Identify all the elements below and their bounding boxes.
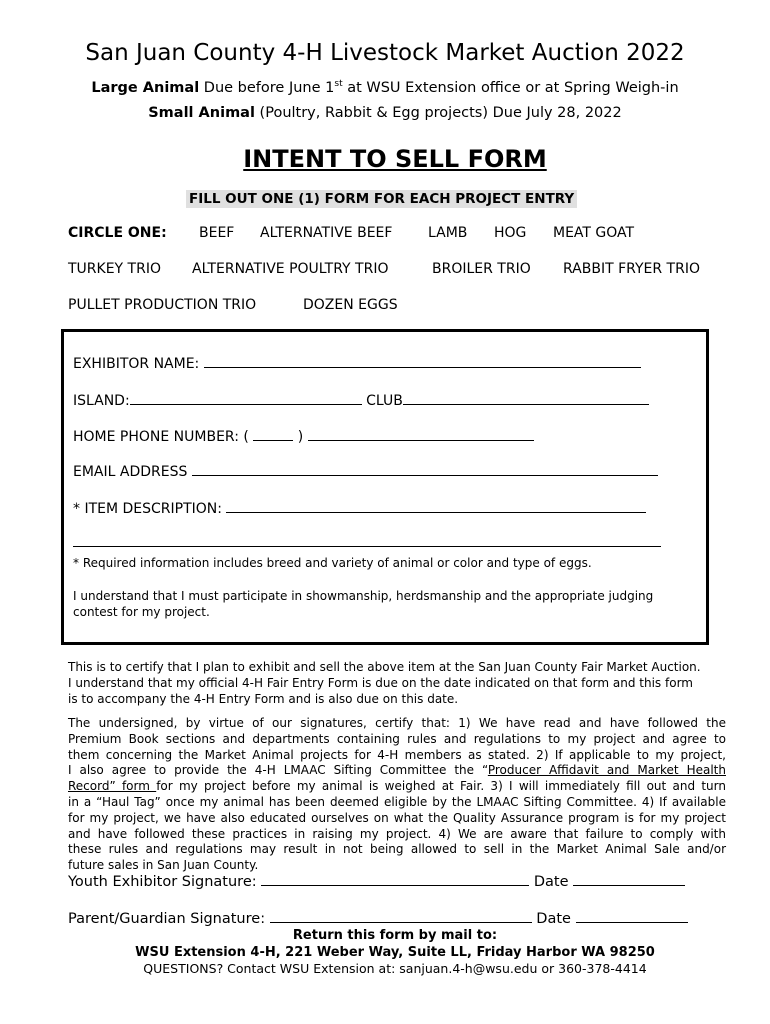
undersigned-line: in a “Haul Tag” once my animal has been deemed eligible by the LMAAC Sifting Committee. 4) If available xyxy=(68,794,726,809)
club-field[interactable] xyxy=(403,403,649,405)
undersigned-line xyxy=(68,763,726,779)
item-description-field-2[interactable] xyxy=(73,545,661,547)
return-line: Return this form by mail to: xyxy=(292,928,498,943)
parent-date-label: Date xyxy=(536,911,571,927)
exhibitor-name-field[interactable] xyxy=(204,366,641,368)
option-alternative-poultry-trio[interactable]: ALTERNATIVE POULTRY TRIO xyxy=(192,261,389,277)
option-alternative-beef[interactable]: ALTERNATIVE BEEF xyxy=(260,225,393,241)
email-label: EMAIL ADDRESS xyxy=(73,464,188,480)
certify-paragraph xyxy=(68,660,726,707)
item-description-row-2 xyxy=(73,535,661,551)
option-turkey-trio[interactable]: TURKEY TRIO xyxy=(68,261,161,277)
small-animal-text: (Poultry, Rabbit & Egg projects) Due July 28, 2022 xyxy=(254,105,622,121)
undersigned-line: these rules and regulations may result in not being allowed to sell in the Market Animal Sale and/or xyxy=(68,842,726,857)
undersigned-line: for my project, we have also educated ourselves on what the Quality Assurance program is for my project xyxy=(68,810,726,825)
island-field[interactable] xyxy=(130,403,362,405)
option-broiler-trio[interactable]: BROILER TRIO xyxy=(432,261,531,277)
club-label: CLUB xyxy=(366,393,403,409)
item-description-label: * ITEM DESCRIPTION: xyxy=(73,501,222,517)
small-animal-label: Small Animal xyxy=(148,105,255,121)
certify-line: This is to certify that I plan to exhibit and sell the above item at the San Juan County Fair Market Auction. xyxy=(68,660,701,674)
undersigned-text: I also agree to provide the 4-H LMAAC Sifting Committee the “ xyxy=(68,763,488,778)
understand-note-line-1: I understand that I must participate in showmanship, herdsmanship and the appropriate judging xyxy=(73,589,654,603)
option-lamb[interactable]: LAMB xyxy=(428,225,468,241)
undersigned-line: The undersigned, by virtue of our signatures, certify that: 1) We have read and have followed the xyxy=(68,716,726,730)
option-hog[interactable]: HOG xyxy=(494,225,527,241)
item-description-field[interactable] xyxy=(226,511,646,513)
understand-note-line-2: contest for my project. xyxy=(73,605,210,619)
undersigned-text: for my project before my animal is weighed at Fair. 3) I will immediately fill out and turn xyxy=(156,779,726,794)
home-phone-field[interactable] xyxy=(308,439,534,441)
area-code-field[interactable] xyxy=(253,439,293,441)
large-animal-deadline xyxy=(0,79,770,96)
exhibitor-name-label: EXHIBITOR NAME: xyxy=(73,356,200,372)
undersigned-line xyxy=(68,779,726,795)
youth-signature-field[interactable] xyxy=(261,884,529,886)
page-title: San Juan County 4-H Livestock Market Auction 2022 xyxy=(85,40,685,66)
parent-signature-field[interactable] xyxy=(270,921,532,923)
large-animal-label: Large Animal xyxy=(91,79,200,96)
undersigned-line: future sales in San Juan County. xyxy=(68,858,259,873)
undersigned-line: and have followed these practices in raising my project. 4) We are aware that failure to comply with xyxy=(68,826,726,841)
option-rabbit-fryer-trio[interactable]: RABBIT FRYER TRIO xyxy=(563,261,700,277)
required-note: * Required information includes breed and variety of animal or color and type of eggs. xyxy=(73,556,592,570)
youth-date-field[interactable] xyxy=(573,884,685,886)
island-label: ISLAND: xyxy=(73,393,130,409)
island-club-row xyxy=(73,393,649,409)
option-meat-goat[interactable]: MEAT GOAT xyxy=(553,225,635,241)
large-animal-text-2: at WSU Extension office or at Spring Weigh-in xyxy=(342,79,679,96)
fill-out-instruction: FILL OUT ONE (1) FORM FOR EACH PROJECT ENTRY xyxy=(186,190,577,208)
home-phone-label: HOME PHONE NUMBER: ( xyxy=(73,429,249,445)
email-row xyxy=(73,464,658,480)
parent-date-field[interactable] xyxy=(576,921,688,923)
form-title: INTENT TO SELL FORM xyxy=(243,145,547,173)
market-health-record-link: Record” form xyxy=(68,779,157,794)
email-field[interactable] xyxy=(192,474,658,476)
youth-signature-row xyxy=(68,874,685,890)
certify-line: I understand that my official 4-H Fair Entry Form is due on the date indicated on that form and this form xyxy=(68,675,693,690)
youth-signature-label: Youth Exhibitor Signature: xyxy=(68,874,257,890)
questions-contact: QUESTIONS? Contact WSU Extension at: sanjuan.4-h@wsu.edu or 360-378-4414 xyxy=(143,961,647,976)
parent-signature-row xyxy=(68,911,688,927)
ordinal-suffix: st xyxy=(334,79,343,89)
producer-affidavit-link: Producer Affidavit and Market Health xyxy=(487,763,726,778)
undersigned-line: them concerning the Market Animal projects for 4-H members as stated. 2) If applicable to my project, xyxy=(68,747,726,762)
small-animal-deadline xyxy=(0,105,770,121)
undersigned-paragraph xyxy=(68,716,726,874)
home-phone-paren: ) xyxy=(297,429,304,445)
option-dozen-eggs[interactable]: DOZEN EGGS xyxy=(303,297,398,313)
parent-signature-label: Parent/Guardian Signature: xyxy=(68,911,266,927)
option-beef[interactable]: BEEF xyxy=(199,225,235,241)
item-description-row xyxy=(73,501,646,517)
circle-one-label: CIRCLE ONE: xyxy=(68,225,167,241)
exhibitor-info-box xyxy=(61,329,709,645)
certify-line: is to accompany the 4-H Entry Form and is also due on this date. xyxy=(68,691,459,706)
large-animal-text: Due before June 1 xyxy=(199,79,335,96)
youth-date-label: Date xyxy=(533,874,569,890)
mailing-address: WSU Extension 4-H, 221 Weber Way, Suite LL, Friday Harbor WA 98250 xyxy=(135,945,655,960)
undersigned-line: Premium Book sections and departments containing rules and regulations to my project and agree to xyxy=(68,731,726,746)
option-pullet-production-trio[interactable]: PULLET PRODUCTION TRIO xyxy=(68,297,257,313)
home-phone-row xyxy=(73,429,534,445)
exhibitor-name-row xyxy=(73,356,641,372)
